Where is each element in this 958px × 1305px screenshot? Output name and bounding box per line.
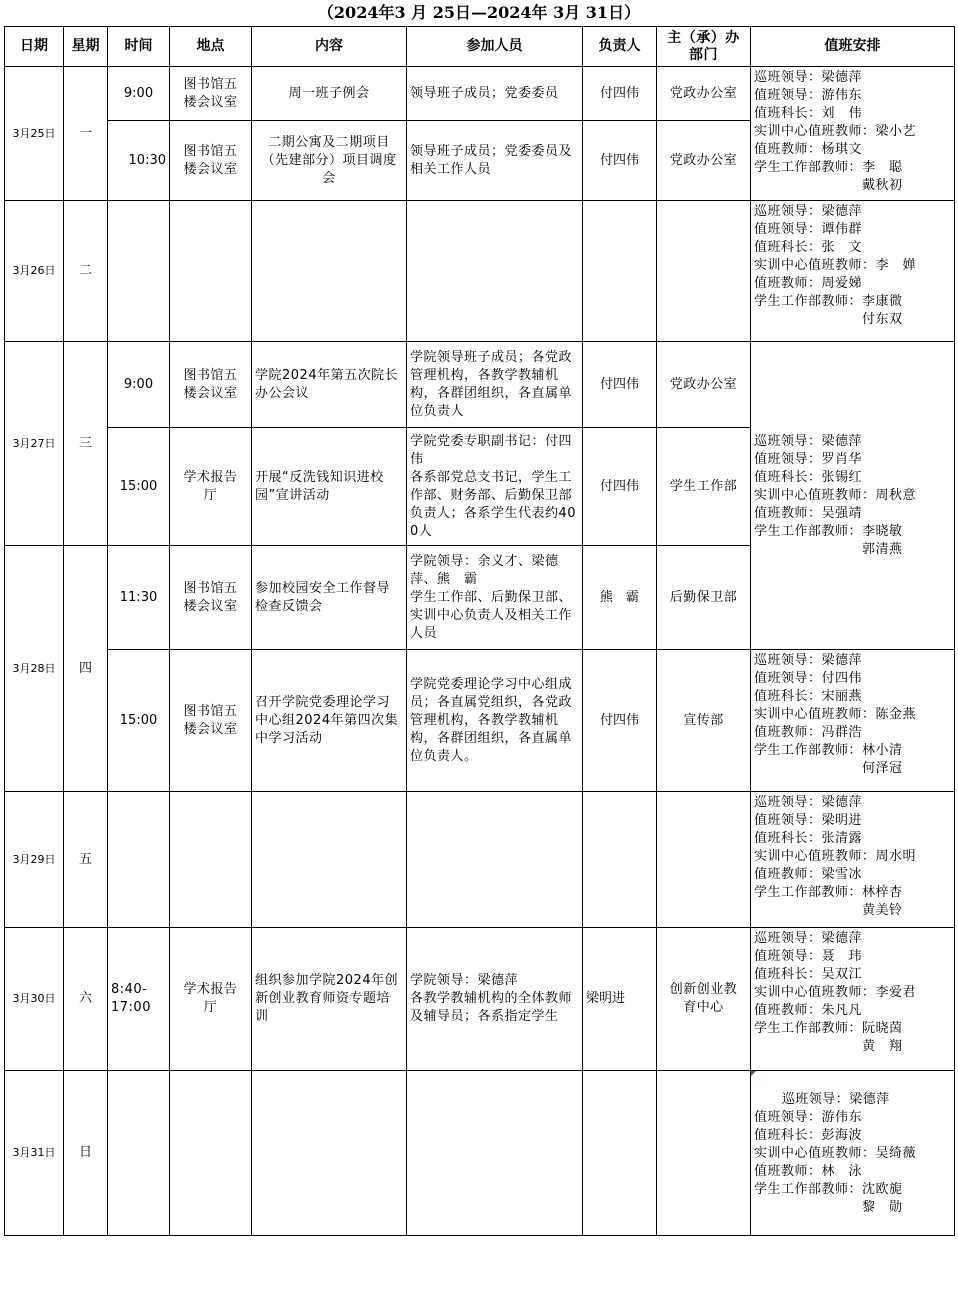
header-date: 日期 xyxy=(5,27,64,67)
location-cell xyxy=(170,792,252,928)
location-cell: 图书馆五 楼会议室 xyxy=(170,67,252,121)
participants-cell: 学院领导班子成员；各党政管理机构，各教学教辅机构，各群团组织，各直属单位负责人 xyxy=(407,342,583,428)
department-cell: 党政办公室 xyxy=(657,342,751,428)
location-cell: 图书馆五 楼会议室 xyxy=(170,650,252,792)
date-cell: 3月29日 xyxy=(5,792,64,928)
location-cell: 图书馆五 楼会议室 xyxy=(170,546,252,650)
participants-cell: 学院党委理论学习中心组成员；各直属党组织，各党政管理机构，各教学教辅机构，各群团组织，各直属单位负责人。 xyxy=(407,650,583,792)
table-row xyxy=(5,1071,955,1236)
date-cell: 3月27日 xyxy=(5,342,64,546)
location-cell: 学术报告 厅 xyxy=(170,428,252,546)
weekday-cell: 五 xyxy=(64,792,108,928)
time-cell: 8:40- 17:00 xyxy=(108,928,170,1071)
weekday-cell: 三 xyxy=(64,342,108,546)
content-cell: 开展“反洗钱知识进校园”宣讲活动 xyxy=(252,428,407,546)
time-cell: 9:00 xyxy=(108,67,170,121)
header-person-in-charge: 负责人 xyxy=(583,27,657,67)
duty-text: 巡班领导：梁德萍 值班领导：游伟东 值班科长：彭海波 实训中心值班教师：吴绮薇 值班教师：林 泳 学生工作部教师：沈欧旎 黎 勋 xyxy=(754,1092,917,1215)
content-cell: 参加校园安全工作督导检查反馈会 xyxy=(252,546,407,650)
content-cell: 二期公寓及二期项目（先建部分）项目调度会 xyxy=(252,121,407,201)
header-location: 地点 xyxy=(170,27,252,67)
date-cell: 3月26日 xyxy=(5,201,64,342)
content-cell: 周一班子例会 xyxy=(252,67,407,121)
date-cell: 3月25日 xyxy=(5,67,64,201)
person-cell: 付四伟 xyxy=(583,67,657,121)
location-cell: 图书馆五 楼会议室 xyxy=(170,342,252,428)
table-row xyxy=(5,67,955,121)
duty-cell: 巡班领导：梁德萍 值班领导：聂 玮 值班科长：吴双江 实训中心值班教师：李爱君 值班教师：朱凡凡 学生工作部教师：阮晓茵 黄 翔 xyxy=(751,928,955,1071)
department-cell: 后勤保卫部 xyxy=(657,546,751,650)
header-duty: 值班安排 xyxy=(751,27,955,67)
date-cell: 3月30日 xyxy=(5,928,64,1071)
location-cell xyxy=(170,201,252,342)
department-cell: 创新创业教 育中心 xyxy=(657,928,751,1071)
person-cell: 付四伟 xyxy=(583,342,657,428)
department-cell: 党政办公室 xyxy=(657,121,751,201)
header-participants: 参加人员 xyxy=(407,27,583,67)
page-title: （2024年3 月 25日—2024年 3月 31日） xyxy=(317,3,641,22)
time-cell xyxy=(108,1071,170,1236)
participants-cell: 学院党委专职副书记：付四伟 各系部党总支书记，学生工作部、财务部、后勤保卫部负责人；各系学生代表约400人 xyxy=(407,428,583,546)
department-cell: 党政办公室 xyxy=(657,67,751,121)
date-cell: 3月28日 xyxy=(5,546,64,792)
header-row xyxy=(5,27,955,67)
location-cell xyxy=(170,1071,252,1236)
duty-cell xyxy=(751,1071,955,1236)
time-cell: 15:00 xyxy=(108,650,170,792)
department-cell: 学生工作部 xyxy=(657,428,751,546)
table-row xyxy=(5,650,955,792)
person-cell: 付四伟 xyxy=(583,121,657,201)
duty-cell: 巡班领导：梁德萍 值班领导：游伟东 值班科长：刘 伟 实训中心值班教师：梁小艺 值班教师：杨琪文 学生工作部教师：李 聪 戴秋初 xyxy=(751,67,955,201)
content-cell xyxy=(252,792,407,928)
weekday-cell: 一 xyxy=(64,67,108,201)
department-cell: 宣传部 xyxy=(657,650,751,792)
weekday-cell: 日 xyxy=(64,1071,108,1236)
person-cell xyxy=(583,1071,657,1236)
person-cell: 付四伟 xyxy=(583,428,657,546)
participants-cell xyxy=(407,792,583,928)
time-cell: 15:00 xyxy=(108,428,170,546)
duty-cell: 巡班领导：梁德萍 值班领导：谭伟群 值班科长：张 文 实训中心值班教师：李 婵 值班教师：周爱娣 学生工作部教师：李康微 付东双 xyxy=(751,201,955,342)
time-cell: 9:00 xyxy=(108,342,170,428)
table-row xyxy=(5,928,955,1071)
date-cell: 3月31日 xyxy=(5,1071,64,1236)
content-cell xyxy=(252,1071,407,1236)
participants-cell: 领导班子成员；党委委员 xyxy=(407,67,583,121)
header-time: 时间 xyxy=(108,27,170,67)
person-cell: 熊 霸 xyxy=(583,546,657,650)
location-cell: 图书馆五 楼会议室 xyxy=(170,121,252,201)
duty-cell: 巡班领导：梁德萍 值班领导：罗肖华 值班科长：张锡红 实训中心值班教师：周秋意 值班教师：吴强靖 学生工作部教师：李晓敏 郭清燕 xyxy=(751,342,955,650)
table-row xyxy=(5,792,955,928)
header-department: 主（承）办 部门 xyxy=(657,27,751,67)
person-cell: 付四伟 xyxy=(583,650,657,792)
duty-schedule-table xyxy=(4,26,955,1236)
department-cell xyxy=(657,1071,751,1236)
content-cell: 学院2024年第五次院长办公会议 xyxy=(252,342,407,428)
weekday-cell: 六 xyxy=(64,928,108,1071)
participants-cell xyxy=(407,201,583,342)
department-cell xyxy=(657,792,751,928)
header-weekday: 星期 xyxy=(64,27,108,67)
weekday-cell: 二 xyxy=(64,201,108,342)
content-cell: 召开学院党委理论学习中心组2024年第四次集中学习活动 xyxy=(252,650,407,792)
table-row xyxy=(5,201,955,342)
content-cell: 组织参加学院2024年创新创业教育师资专题培训 xyxy=(252,928,407,1071)
department-cell xyxy=(657,201,751,342)
time-cell: 10:30 xyxy=(108,121,170,201)
content-cell xyxy=(252,201,407,342)
participants-cell xyxy=(407,1071,583,1236)
header-content: 内容 xyxy=(252,27,407,67)
duty-cell: 巡班领导：梁德萍 值班领导：梁明进 值班科长：张清露 实训中心值班教师：周水明 值班教师：梁雪冰 学生工作部教师：林梓杏 黄美铃 xyxy=(751,792,955,928)
table-row xyxy=(5,342,955,428)
weekday-cell: 四 xyxy=(64,546,108,792)
cell-corner-mark xyxy=(751,1071,756,1076)
location-cell: 学术报告 厅 xyxy=(170,928,252,1071)
person-cell xyxy=(583,792,657,928)
time-cell xyxy=(108,201,170,342)
time-cell xyxy=(108,792,170,928)
participants-cell: 学院领导：梁德萍 各教学教辅机构的全体教师及辅导员；各系指定学生 xyxy=(407,928,583,1071)
participants-cell: 领导班子成员；党委委员及相关工作人员 xyxy=(407,121,583,201)
person-cell xyxy=(583,201,657,342)
duty-cell: 巡班领导：梁德萍 值班领导：付四伟 值班科长：宋丽燕 实训中心值班教师：陈金燕 值班教师：冯群浩 学生工作部教师：林小清 何泽冠 xyxy=(751,650,955,792)
time-cell: 11:30 xyxy=(108,546,170,650)
person-cell: 梁明进 xyxy=(583,928,657,1071)
participants-cell: 学院领导：余义才、梁德萍、熊 霸 学生工作部、后勤保卫部、实训中心负责人及相关工作人员 xyxy=(407,546,583,650)
